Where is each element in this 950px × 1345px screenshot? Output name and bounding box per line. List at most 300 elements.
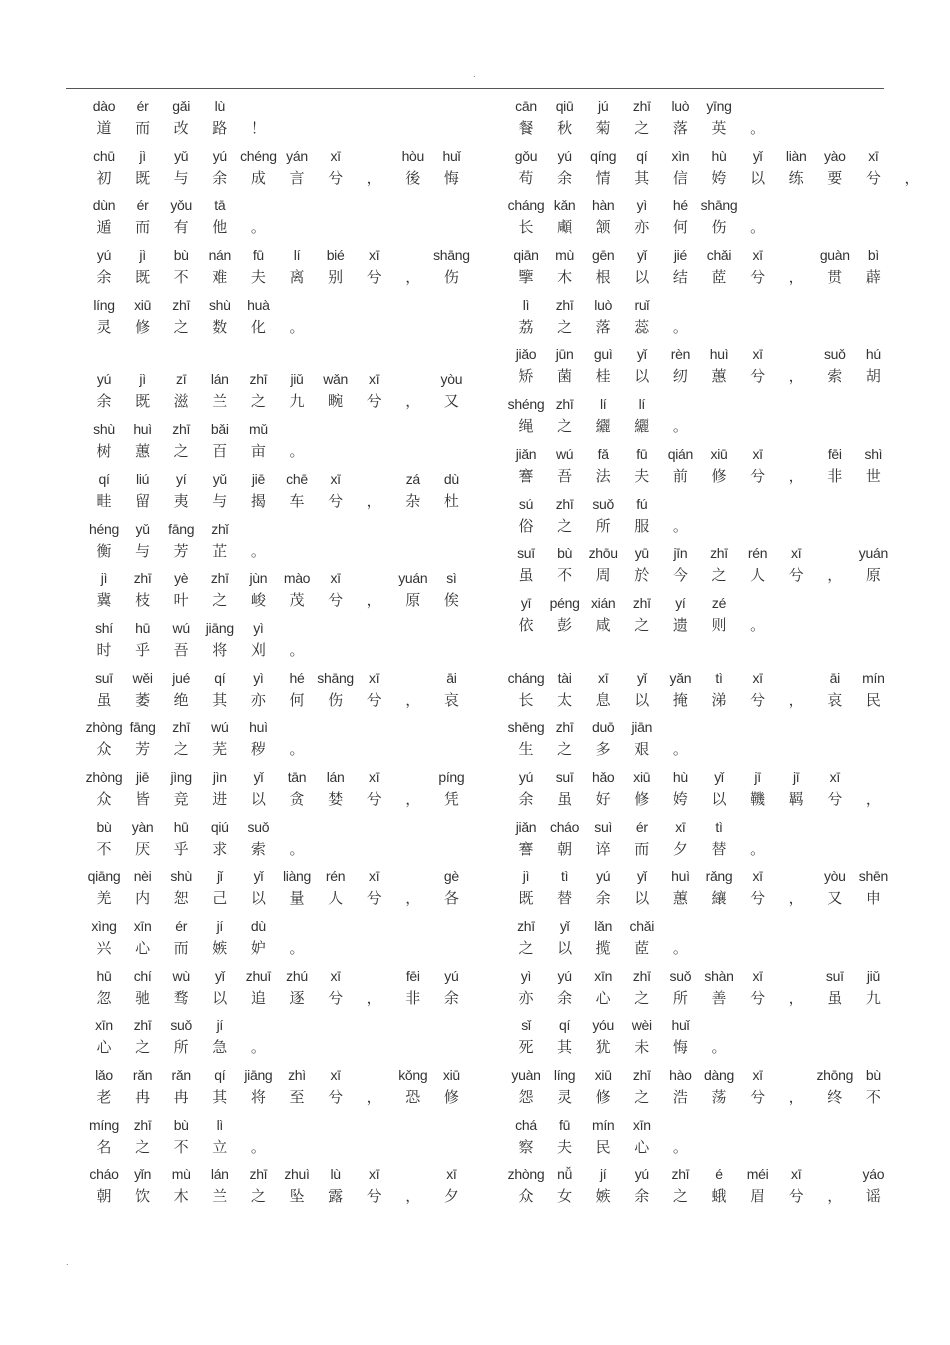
hanzi-character: 兮 xyxy=(788,566,804,585)
pinyin-syllable: xīn xyxy=(95,1017,113,1034)
hanzi-character: 伤 xyxy=(711,218,727,237)
pinyin-syllable: jī xyxy=(754,768,761,785)
pinyin-row xyxy=(84,866,474,886)
pinyin-syllable: suǒ xyxy=(823,346,846,363)
pinyin-syllable: shéng xyxy=(507,396,545,413)
pinyin-syllable: hū xyxy=(96,967,112,984)
hanzi-character: 兮 xyxy=(328,491,344,510)
hanzi-character: 叶 xyxy=(173,591,189,610)
hanzi-character: 余 xyxy=(557,988,573,1007)
pinyin-syllable: xī xyxy=(829,768,840,785)
pinyin-syllable: nèi xyxy=(133,868,152,885)
hanzi-character: 量 xyxy=(289,889,305,908)
verse-line xyxy=(506,543,886,593)
pinyin-syllable: wú xyxy=(172,619,190,636)
pinyin-syllable: huì xyxy=(133,421,152,438)
hanzi-character: 之 xyxy=(672,1187,688,1206)
hanzi-character: ， xyxy=(366,168,382,187)
pinyin-syllable: xī xyxy=(791,545,802,562)
hanzi-character: 揽 xyxy=(595,939,611,957)
pinyin-syllable: chū xyxy=(93,147,115,164)
pinyin-syllable: sǐ xyxy=(521,1017,531,1034)
pinyin-row xyxy=(84,668,474,688)
hanzi-character: 何 xyxy=(672,218,688,237)
hanzi-character: 露 xyxy=(328,1187,344,1206)
pinyin-syllable: xiū xyxy=(633,768,651,785)
hanzi-character: 掩 xyxy=(672,690,688,709)
pinyin-syllable: yú xyxy=(212,147,227,164)
verse-line xyxy=(84,1115,474,1165)
hanzi-character: 兮 xyxy=(328,1088,344,1107)
hanzi-character: 衡 xyxy=(96,541,112,560)
hanzi-row xyxy=(84,168,474,188)
hanzi-character: 之 xyxy=(634,119,650,137)
pinyin-syllable: hù xyxy=(672,768,688,785)
pinyin-syllable: yào xyxy=(823,147,846,164)
pinyin-row xyxy=(506,543,886,563)
hanzi-row xyxy=(506,267,886,287)
pinyin-row xyxy=(84,1065,474,1085)
hanzi-character: 鞿 xyxy=(750,789,766,808)
pinyin-row xyxy=(84,916,474,936)
pinyin-syllable: suī xyxy=(517,545,535,562)
pinyin-syllable: xī xyxy=(598,669,609,686)
pinyin-syllable: shāng xyxy=(700,197,738,214)
hanzi-character: 之 xyxy=(634,988,650,1007)
hanzi-character: 与 xyxy=(135,541,151,560)
verse-line xyxy=(84,817,474,867)
hanzi-character: 又 xyxy=(443,392,459,411)
hanzi-character: 婪 xyxy=(328,789,344,808)
hanzi-character: 姱 xyxy=(672,789,688,808)
pinyin-syllable: hù xyxy=(711,147,727,164)
hanzi-character: 改 xyxy=(173,119,189,137)
hanzi-character: ， xyxy=(904,168,920,187)
hanzi-character: 菌 xyxy=(557,367,573,386)
pinyin-row xyxy=(84,519,474,539)
pinyin-syllable: rǎn xyxy=(132,1067,153,1084)
pinyin-syllable: xī xyxy=(330,147,341,164)
pinyin-row xyxy=(506,817,886,837)
verse-line xyxy=(84,245,474,295)
hanzi-character: 。 xyxy=(250,1038,266,1057)
pinyin-syllable: bù xyxy=(865,1067,881,1084)
hanzi-row xyxy=(84,1037,474,1057)
pinyin-syllable: mǔ xyxy=(248,421,268,438)
pinyin-syllable: luò xyxy=(671,98,690,114)
hanzi-character: ， xyxy=(405,889,421,908)
hanzi-character: 兰 xyxy=(212,1187,228,1206)
verse-line xyxy=(506,344,886,394)
hanzi-character: 以 xyxy=(634,367,650,386)
hanzi-character: 既 xyxy=(135,392,151,411)
hanzi-character: 恐 xyxy=(405,1088,421,1107)
hanzi-character: 夕 xyxy=(672,839,688,858)
pinyin-syllable: zhī xyxy=(133,1017,152,1034)
pinyin-syllable: shēng xyxy=(507,719,545,736)
hanzi-character: 謇 xyxy=(518,466,534,485)
pinyin-syllable: rǎn xyxy=(171,1067,191,1084)
pinyin-syllable: sú xyxy=(518,495,534,512)
hanzi-character: 多 xyxy=(595,740,611,759)
pinyin-syllable: zhōu xyxy=(588,545,618,562)
hanzi-character: 矫 xyxy=(518,367,534,386)
hanzi-row xyxy=(84,938,474,958)
pinyin-syllable: shì xyxy=(864,445,883,462)
pinyin-syllable: yì xyxy=(253,669,264,686)
pinyin-syllable: suǒ xyxy=(669,967,692,984)
hanzi-character: 修 xyxy=(135,317,151,336)
hanzi-character: 察 xyxy=(518,1137,534,1156)
pinyin-syllable: lí xyxy=(599,396,607,413)
verse-line xyxy=(84,146,474,196)
pinyin-syllable: yú xyxy=(444,967,459,984)
hanzi-character: 立 xyxy=(212,1137,228,1156)
pinyin-syllable: luò xyxy=(594,296,613,313)
hanzi-character: 纚 xyxy=(634,417,650,436)
hanzi-character: 其 xyxy=(557,1038,573,1057)
hanzi-character: 言 xyxy=(289,168,305,187)
hanzi-row xyxy=(84,839,474,859)
hanzi-character: 兮 xyxy=(366,392,382,411)
hanzi-character: 余 xyxy=(595,889,611,908)
pinyin-row xyxy=(506,96,886,116)
pinyin-syllable: yǔ xyxy=(135,520,150,537)
hanzi-character: 兮 xyxy=(750,466,766,485)
pinyin-syllable: lù xyxy=(330,1166,341,1183)
pinyin-syllable: zhòng xyxy=(85,719,123,736)
hanzi-character: 有 xyxy=(173,218,189,237)
hanzi-character: 之 xyxy=(173,740,189,759)
hanzi-character: 好 xyxy=(595,789,611,808)
verse-line xyxy=(84,618,474,668)
hanzi-character: 进 xyxy=(212,789,228,808)
hanzi-character: 落 xyxy=(595,317,611,336)
hanzi-row xyxy=(506,988,886,1008)
pinyin-row xyxy=(506,1065,886,1085)
verse-line xyxy=(84,295,474,345)
hanzi-character: 。 xyxy=(289,442,305,461)
verse-line xyxy=(84,469,474,519)
pinyin-syllable: tā xyxy=(214,197,226,214)
hanzi-character: 。 xyxy=(672,939,688,957)
hanzi-character: 长 xyxy=(518,218,534,237)
hanzi-character: 索 xyxy=(827,367,843,386)
verse-line xyxy=(506,866,886,916)
pinyin-syllable: guì xyxy=(593,346,613,363)
pinyin-syllable: dù xyxy=(250,918,266,934)
hanzi-character: 谣 xyxy=(865,1187,881,1206)
hanzi-character: 余 xyxy=(634,1187,650,1206)
hanzi-character: 民 xyxy=(865,690,881,709)
pinyin-syllable: zhī xyxy=(555,296,574,313)
pinyin-syllable: hú xyxy=(865,346,881,363)
pinyin-syllable: yǐ xyxy=(253,868,264,885)
hanzi-character: 之 xyxy=(212,591,228,610)
hanzi-character: 根 xyxy=(595,268,611,287)
hanzi-character: ， xyxy=(788,466,804,485)
pinyin-syllable: rǎng xyxy=(705,868,733,885)
hanzi-character: ， xyxy=(366,988,382,1007)
hanzi-character: 凭 xyxy=(443,789,459,808)
hanzi-character: 初 xyxy=(96,168,112,187)
hanzi-character: 既 xyxy=(135,168,151,187)
pinyin-syllable: jiǎn xyxy=(515,818,537,835)
hanzi-character: 亦 xyxy=(518,988,534,1007)
pinyin-syllable: xiū xyxy=(594,1067,612,1084)
pinyin-syllable: yí xyxy=(176,470,187,487)
pinyin-row xyxy=(506,344,886,364)
hanzi-character: 原 xyxy=(405,591,421,610)
pinyin-syllable: héng xyxy=(89,520,119,537)
hanzi-row xyxy=(84,391,474,411)
pinyin-syllable: xī xyxy=(369,247,380,264)
pinyin-syllable: jūn xyxy=(555,346,574,363)
pinyin-syllable: jiāng xyxy=(205,619,234,636)
hanzi-character: 。 xyxy=(289,939,305,957)
pinyin-syllable: liàng xyxy=(282,868,312,885)
pinyin-syllable: qíng xyxy=(590,147,617,164)
hanzi-character: 将 xyxy=(250,1088,266,1107)
pinyin-syllable: nǚ xyxy=(557,1166,573,1183)
pinyin-syllable: xī xyxy=(369,371,380,388)
hanzi-character: 之 xyxy=(711,566,727,585)
hanzi-character: 既 xyxy=(518,889,534,908)
hanzi-character: 兮 xyxy=(328,988,344,1007)
hanzi-character: 余 xyxy=(212,168,228,187)
pinyin-syllable: zhī xyxy=(671,1166,690,1183)
pinyin-syllable: yǐ xyxy=(637,868,647,885)
hanzi-character: 以 xyxy=(250,789,266,808)
hanzi-character: 秽 xyxy=(250,740,266,759)
hanzi-character: 眉 xyxy=(750,1187,766,1206)
pinyin-syllable: yū xyxy=(634,545,649,562)
hanzi-character: 颔 xyxy=(595,218,611,237)
pinyin-row xyxy=(506,195,886,215)
pinyin-syllable: tì xyxy=(715,669,723,686)
hanzi-character: 。 xyxy=(750,615,766,634)
hanzi-character: 所 xyxy=(595,516,611,535)
pinyin-syllable: mín xyxy=(591,1116,615,1133)
pinyin-syllable: zī xyxy=(176,371,187,388)
hanzi-character: ， xyxy=(366,1088,382,1107)
pinyin-syllable: shù xyxy=(208,296,231,313)
verse-line xyxy=(84,1065,474,1115)
pinyin-syllable: yǐn xyxy=(134,1166,152,1183)
hanzi-character: 坠 xyxy=(289,1187,305,1206)
pinyin-syllable: shí xyxy=(95,619,113,636)
hanzi-character: 法 xyxy=(595,466,611,485)
hanzi-character: 息 xyxy=(595,690,611,709)
hanzi-character: 绝 xyxy=(173,690,189,709)
hanzi-character: 兮 xyxy=(328,168,344,187)
hanzi-character: 。 xyxy=(672,317,688,336)
hanzi-character: 。 xyxy=(750,839,766,858)
pinyin-row xyxy=(84,568,474,588)
pinyin-syllable: yú xyxy=(518,768,534,785)
pinyin-syllable: xī xyxy=(752,669,763,686)
pinyin-syllable: yǐ xyxy=(637,346,647,363)
hanzi-character: 以 xyxy=(634,268,650,287)
verse-line xyxy=(506,916,886,966)
pinyin-syllable: líng xyxy=(553,1067,576,1084)
pinyin-row xyxy=(506,866,886,886)
pinyin-syllable: xìng xyxy=(91,918,117,934)
pinyin-syllable: xī xyxy=(369,768,380,785)
hanzi-character: 兮 xyxy=(750,988,766,1007)
pinyin-syllable: qiū xyxy=(555,98,574,114)
hanzi-character: 顑 xyxy=(557,218,573,237)
hanzi-character: 茝 xyxy=(634,939,650,957)
pinyin-syllable: guàn xyxy=(819,247,850,264)
pinyin-syllable: yòu xyxy=(823,868,846,885)
pinyin-syllable: qí xyxy=(636,147,648,164)
pinyin-syllable: xiū xyxy=(710,445,728,462)
pinyin-syllable: yú xyxy=(596,868,611,885)
pinyin-syllable: kǎn xyxy=(553,197,576,214)
pinyin-syllable: tì xyxy=(715,818,723,835)
hanzi-row xyxy=(84,1186,474,1206)
pinyin-syllable: yǔ xyxy=(212,470,227,487)
pinyin-row xyxy=(84,146,474,166)
hanzi-character: 与 xyxy=(173,168,189,187)
pinyin-row xyxy=(506,394,886,414)
hanzi-character: 朝 xyxy=(96,1187,112,1206)
hanzi-character: 之 xyxy=(135,1038,151,1057)
left-column xyxy=(84,96,474,1214)
hanzi-character: 之 xyxy=(250,392,266,411)
pinyin-syllable: lù xyxy=(214,98,225,114)
verse-line xyxy=(506,643,886,668)
hanzi-character: ， xyxy=(788,1088,804,1107)
hanzi-character: 骛 xyxy=(173,988,189,1007)
pinyin-syllable: yì xyxy=(253,619,264,636)
hanzi-character: 难 xyxy=(212,268,228,287)
pinyin-syllable: fēi xyxy=(405,967,420,984)
hanzi-character: 所 xyxy=(672,988,688,1007)
pinyin-syllable: jì xyxy=(522,868,530,885)
pinyin-syllable: hǎo xyxy=(591,768,615,785)
hanzi-character: 世 xyxy=(865,466,881,485)
pinyin-syllable: xī xyxy=(752,445,763,462)
hanzi-row xyxy=(506,789,886,809)
hanzi-character: 心 xyxy=(634,1137,650,1156)
hanzi-character: 而 xyxy=(135,218,151,237)
pinyin-syllable: hū xyxy=(135,619,151,636)
hanzi-character: 兮 xyxy=(366,789,382,808)
pinyin-syllable: fū xyxy=(252,247,264,264)
verse-line xyxy=(506,394,886,444)
pinyin-syllable: hàn xyxy=(591,197,615,214)
pinyin-syllable: zhī xyxy=(133,570,152,587)
hanzi-character: 人 xyxy=(750,566,766,585)
pinyin-syllable: jìng xyxy=(170,768,192,785)
hanzi-character: 畦 xyxy=(96,491,112,510)
hanzi-character: 虽 xyxy=(518,566,534,585)
hanzi-character: 皆 xyxy=(135,789,151,808)
pinyin-syllable: yì xyxy=(636,197,647,214)
pinyin-syllable: huì xyxy=(249,719,268,736)
pinyin-syllable: fú xyxy=(636,495,648,512)
pinyin-syllable: qí xyxy=(98,470,110,487)
hanzi-character: 众 xyxy=(96,740,112,759)
hanzi-character: 芳 xyxy=(135,740,151,759)
hanzi-character: 胡 xyxy=(865,367,881,386)
verse-line xyxy=(506,1015,886,1065)
pinyin-row xyxy=(84,717,474,737)
hanzi-character: 後 xyxy=(405,168,421,187)
hanzi-character: ， xyxy=(405,690,421,709)
hanzi-character: 。 xyxy=(672,1137,688,1156)
hanzi-character: 吾 xyxy=(173,640,189,659)
pinyin-syllable: qí xyxy=(559,1017,571,1034)
hanzi-row xyxy=(506,888,886,908)
hanzi-character: 死 xyxy=(518,1038,534,1057)
pinyin-row xyxy=(506,494,886,514)
pinyin-syllable: yóu xyxy=(592,1017,615,1034)
hanzi-character: 替 xyxy=(711,839,727,858)
pinyin-syllable: jiǔ xyxy=(866,967,880,984)
verse-line xyxy=(84,195,474,245)
hanzi-character: 前 xyxy=(672,466,688,485)
hanzi-row xyxy=(84,491,474,511)
pinyin-syllable: lǎn xyxy=(594,918,613,934)
hanzi-row xyxy=(506,217,886,237)
hanzi-character: 之 xyxy=(135,1137,151,1156)
hanzi-character: ， xyxy=(827,566,843,585)
hanzi-character: 今 xyxy=(672,566,688,585)
verse-line xyxy=(506,717,886,767)
hanzi-character: 贪 xyxy=(289,789,305,808)
pinyin-syllable: qián xyxy=(667,445,694,462)
pinyin-syllable: zhòng xyxy=(85,768,123,785)
pinyin-syllable: lán xyxy=(326,768,345,785)
pinyin-syllable: ér xyxy=(635,818,648,835)
pinyin-syllable: dùn xyxy=(92,197,116,214)
hanzi-character: 又 xyxy=(827,889,843,908)
verse-line xyxy=(84,344,474,369)
hanzi-row xyxy=(506,839,886,859)
hanzi-character: 余 xyxy=(443,988,459,1007)
hanzi-row xyxy=(506,739,886,759)
pinyin-syllable: shēn xyxy=(858,868,888,885)
pinyin-syllable: yuán xyxy=(398,570,428,587)
pinyin-syllable: lì xyxy=(522,296,530,313)
hanzi-character: 枝 xyxy=(135,591,151,610)
hanzi-character: 服 xyxy=(634,516,650,535)
pinyin-syllable: zhī xyxy=(710,545,728,562)
pinyin-row xyxy=(84,1015,474,1035)
hanzi-character: 亦 xyxy=(634,218,650,237)
hanzi-character: 以 xyxy=(634,889,650,908)
hanzi-character: 兮 xyxy=(328,591,344,610)
hanzi-row xyxy=(84,541,474,561)
hanzi-row xyxy=(506,690,886,710)
pinyin-syllable: jùn xyxy=(249,570,268,587)
verse-line xyxy=(506,1065,886,1115)
pinyin-syllable: xī xyxy=(330,967,341,984)
pinyin-syllable: xī xyxy=(868,147,879,164)
pinyin-syllable: fēi xyxy=(827,445,842,462)
pinyin-syllable: zhī xyxy=(172,296,191,313)
pinyin-syllable: jiāng xyxy=(244,1067,273,1084)
pinyin-syllable: chǎi xyxy=(629,918,655,934)
hanzi-character: 贯 xyxy=(827,268,843,287)
hanzi-row xyxy=(84,590,474,610)
hanzi-character: 艰 xyxy=(634,740,650,759)
hanzi-character: 众 xyxy=(96,789,112,808)
hanzi-row xyxy=(84,118,474,138)
